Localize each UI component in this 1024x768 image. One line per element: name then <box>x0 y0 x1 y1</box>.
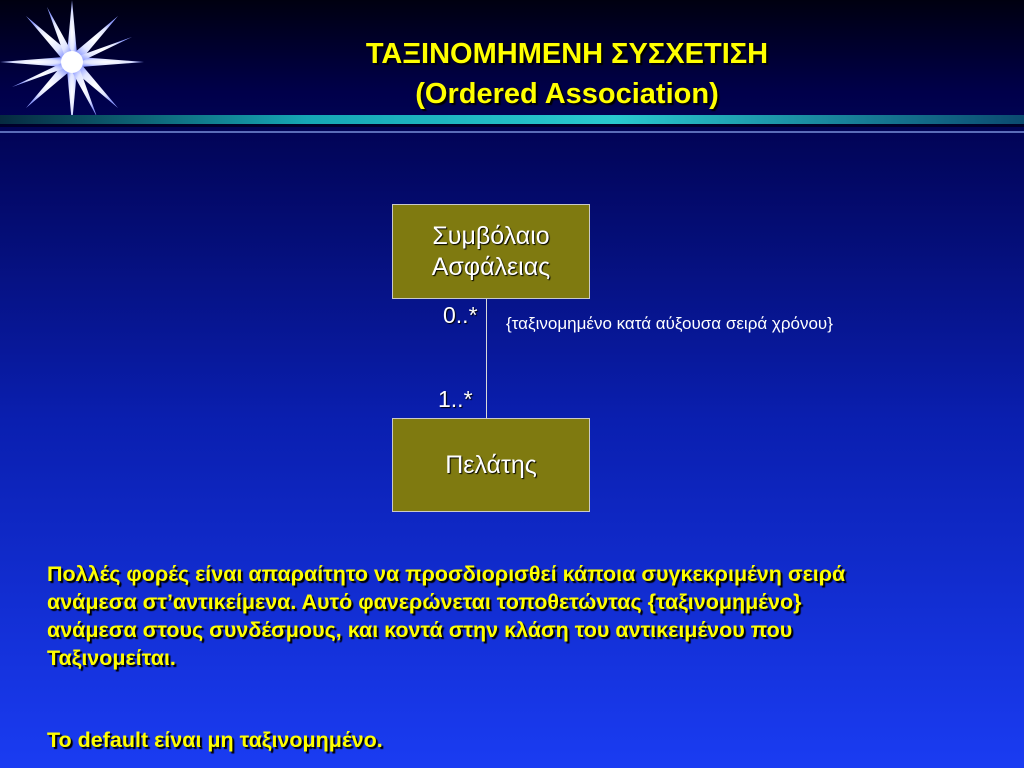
class-name-line2: Ασφάλειας <box>431 252 551 281</box>
header-divider-line <box>0 131 1024 133</box>
default-note: To default είναι μη ταξινομημένο. <box>47 728 383 752</box>
class-box-customer <box>392 418 590 512</box>
description-paragraph <box>47 560 1024 672</box>
multiplicity-top: 0..* <box>443 302 478 328</box>
association-line <box>486 299 487 418</box>
title-greek: ΤΑΞΙΝΟΜΗΜΕΝΗ ΣΥΣΧΕΤΙΣΗ <box>365 38 769 70</box>
paragraph-line-1: Πολλές φορές είναι απαραίτητο να προσδιορισθεί κάποια συγκεκριμένη σειρά <box>47 562 846 586</box>
class-name-line1: Συμβόλαιο <box>432 221 550 250</box>
class-box-insurance-contract <box>392 204 590 299</box>
class-name: Πελάτης <box>445 450 537 479</box>
paragraph-line-2: ανάμεσα στ’αντικείμενα. Αυτό φανερώνεται τοποθετώντας {ταξινομημένο} <box>47 590 802 614</box>
header-shadow-bar <box>0 124 1024 127</box>
header-accent-bar <box>0 115 1024 124</box>
paragraph-line-4: Ταξινομείται. <box>47 646 176 670</box>
slide-title <box>150 34 984 114</box>
ordering-constraint: {ταξινομημένο κατά αύξουσα σειρά χρόνου} <box>506 314 833 333</box>
paragraph-line-3: ανάμεσα στους συνδέσμους, και κοντά στην κλάση του αντικειμένου που <box>47 618 793 642</box>
multiplicity-bottom: 1..* <box>438 386 473 412</box>
title-english: (Ordered Association) <box>415 78 719 110</box>
starburst-icon <box>0 0 150 130</box>
